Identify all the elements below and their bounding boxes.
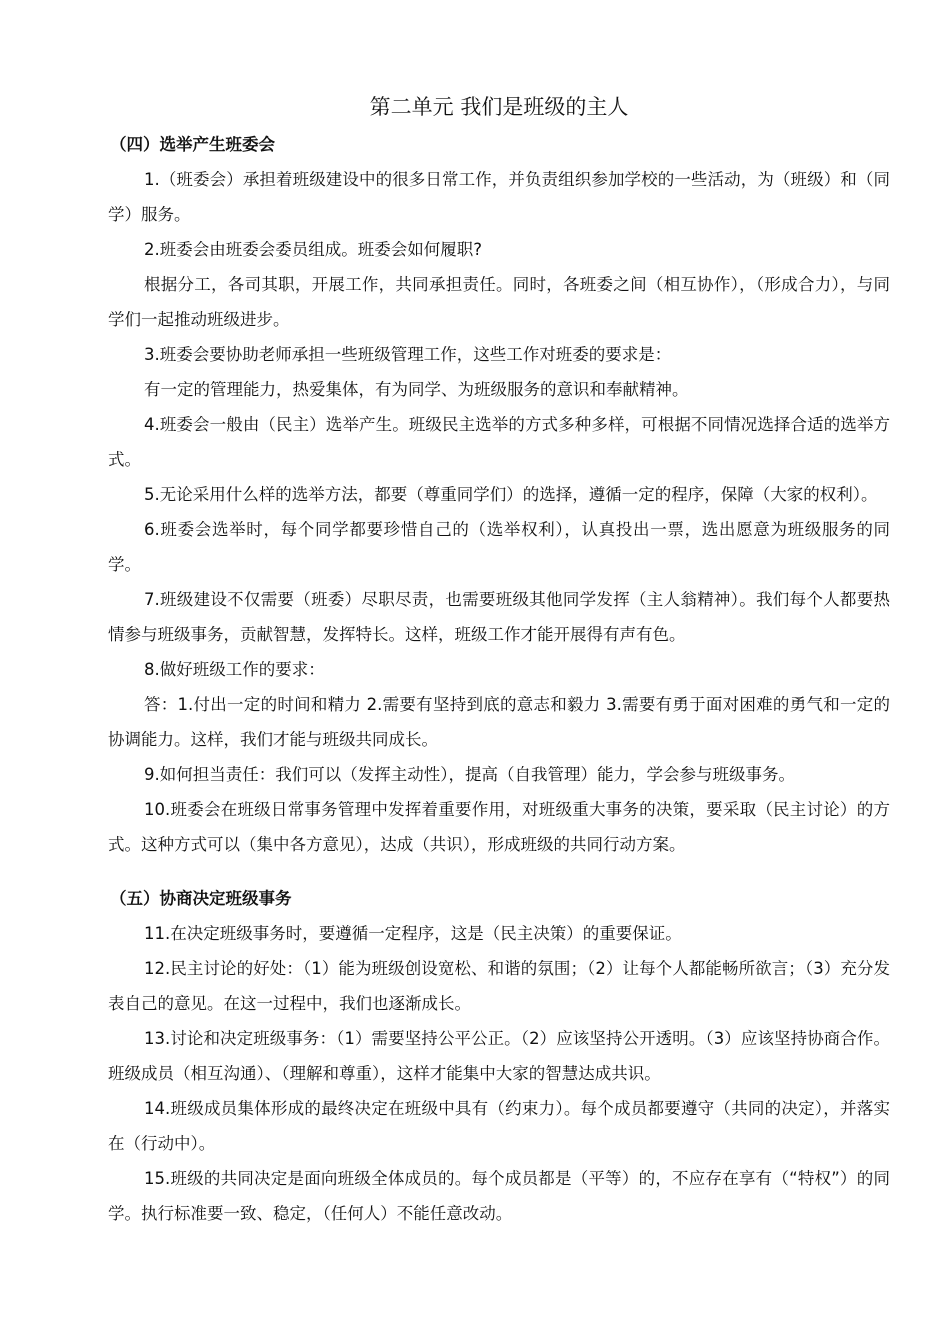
paragraph-8: 8.做好班级工作的要求：	[144, 660, 325, 679]
paragraph-12: 12.民主讨论的好处：（1）能为班级创设宽松、和谐的氛围；（2）让每个人都能畅所欲言；（3）充分发表自己的意见。在这一过程中，我们也逐渐成长。	[108, 959, 890, 1013]
paragraph-14: 14.班级成员集体形成的最终决定在班级中具有（约束力）。每个成员都要遵守（共同的决定），并落实在（行动中）。	[108, 1099, 890, 1153]
paragraph-3: 3.班委会要协助老师承担一些班级管理工作，这些工作对班委的要求是：	[144, 345, 672, 364]
paragraph-1: 1.（班委会）承担着班级建设中的很多日常工作，并负责组织参加学校的一些活动，为（班级）和（同学）服务。	[108, 170, 890, 224]
paragraph-5: 5.无论采用什么样的选举方法，都要（尊重同学们）的选择，遵循一定的程序，保障（大家的权利）。	[144, 485, 878, 504]
paragraph-8-answer: 答：1.付出一定的时间和精力 2.需要有坚持到底的意志和毅力 3.需要有勇于面对困难的勇气和一定的协调能力。这样，我们才能与班级共同成长。	[108, 695, 890, 749]
page-title: 第二单元 我们是班级的主人	[369, 95, 629, 119]
paragraph-4: 4.班委会一般由（民主）选举产生。班级民主选举的方式多种多样，可根据不同情况选择合适的选举方式。	[108, 415, 890, 469]
paragraph-15: 15.班级的共同决定是面向班级全体成员的。每个成员都是（平等）的，不应存在享有（“特权”）的同学。执行标准要一致、稳定，（任何人）不能任意改动。	[108, 1169, 890, 1223]
paragraph-7: 7.班级建设不仅需要（班委）尽职尽责，也需要班级其他同学发挥（主人翁精神）。我们每个人都要热情参与班级事务，贡献智慧，发挥特长。这样，班级工作才能开展得有声有色。	[108, 590, 890, 644]
section-heading-5: （五）协商决定班级事务	[110, 889, 292, 908]
paragraph-10: 10.班委会在班级日常事务管理中发挥着重要作用，对班级重大事务的决策，要采取（民主讨论）的方式。这种方式可以（集中各方意见），达成（共识），形成班级的共同行动方案。	[108, 800, 890, 854]
paragraph-3-answer: 有一定的管理能力，热爱集体，有为同学、为班级服务的意识和奉献精神。	[144, 380, 689, 399]
paragraph-9: 9.如何担当责任：我们可以（发挥主动性），提高（自我管理）能力，学会参与班级事务。	[144, 765, 795, 784]
paragraph-2-answer: 根据分工，各司其职，开展工作，共同承担责任。同时，各班委之间（相互协作），（形成合力），与同学们一起推动班级进步。	[108, 275, 890, 329]
paragraph-11: 11.在决定班级事务时，要遵循一定程序，这是（民主决策）的重要保证。	[144, 924, 682, 943]
paragraph-2: 2.班委会由班委会委员组成。班委会如何履职?	[144, 240, 483, 259]
paragraph-6: 6.班委会选举时，每个同学都要珍惜自己的（选举权利），认真投出一票，选出愿意为班级服务的同学。	[108, 520, 890, 574]
section-gap	[108, 862, 890, 882]
paragraph-13: 13.讨论和决定班级事务：（1）需要坚持公平公正。（2）应该坚持公开透明。（3）应该坚持协商合作。班级成员（相互沟通）、（理解和尊重），这样才能集中大家的智慧达成共识。	[108, 1029, 890, 1083]
document-page	[108, 92, 890, 1231]
section-heading-4: （四）选举产生班委会	[110, 135, 275, 154]
